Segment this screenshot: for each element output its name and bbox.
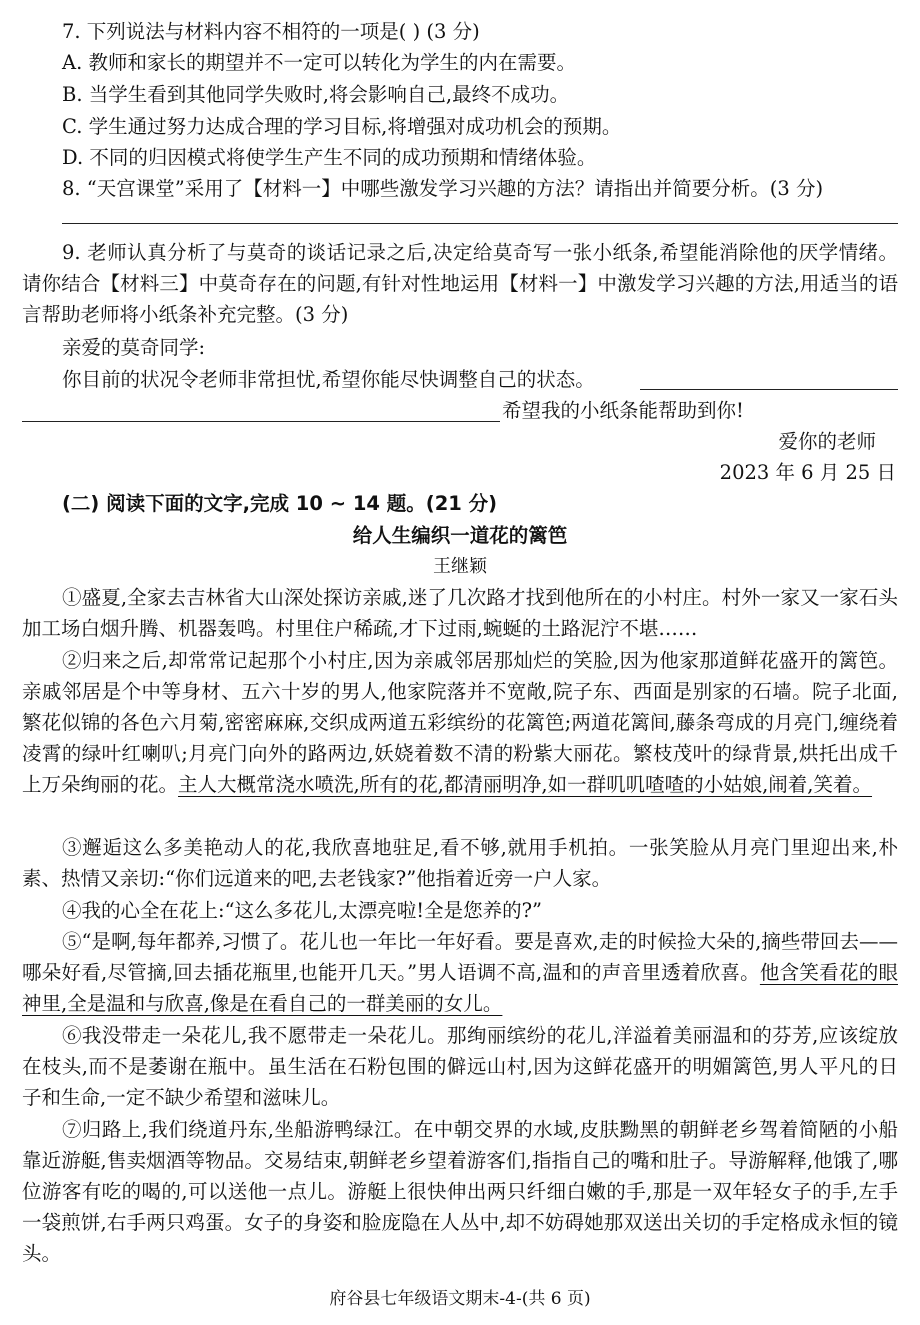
q9-note-line1: 你目前的状况令老师非常担忧,希望你能尽快调整自己的状态。: [62, 368, 595, 391]
q7-option-d: D. 不同的归因模式将使学生产生不同的成功预期和情绪体验。: [62, 146, 597, 169]
paragraph-2: [22, 645, 898, 800]
paragraph-7: ⑦归路上,我们绕道丹东,坐船游鸭绿江。在中朝交界的水域,皮肤黝黑的朝鲜老乡驾着简陋的小船靠近游艇,售卖烟酒等物品。交易结束,朝鲜老乡望着游客们,指指自己的嘴和肚子。导游解释,他饿了,哪位游客有吃的喝的,可以送他一点儿。游艇上很快伸出两只纤细白嫩的手,那是一双年轻女子的手,左手一袋煎饼,右手两只鸡蛋。女子的身姿和脸庞隐在人丛中,却不妨碍她那双送出关切的手定格成永恒的镜头。: [22, 1118, 898, 1265]
q9-greeting: 亲爱的莫奇同学:: [62, 336, 206, 359]
paragraph-6: ⑥我没带走一朵花儿,我不愿带走一朵花儿。那绚丽缤纷的花儿,洋溢着美丽温和的芬芳,应该绽放在枝头,而不是萎谢在瓶中。虽生活在石粉包围的僻远山村,因为这鲜花盛开的明媚篱笆,男人平凡的日子和生命,一定不缺少希望和滋味儿。: [22, 1024, 898, 1109]
q8-answer-line[interactable]: [62, 223, 898, 224]
article-title: 给人生编织一道花的篱笆: [352, 524, 568, 547]
q7-option-c: C. 学生通过努力达成合理的学习目标,将增强对成功机会的预期。: [62, 115, 622, 138]
q7-stem: 7. 下列说法与材料内容不相符的一项是( ) (3 分): [62, 20, 480, 43]
page-footer: 府谷县七年级语文期末-4-(共 6 页): [329, 1289, 591, 1309]
q9-answer-line-2[interactable]: [22, 421, 500, 422]
q9-signature: 爱你的老师: [778, 430, 876, 453]
paragraph-2-underlined: 主人大概常浇水喷洗,所有的花,都清丽明净,如一群叽叽喳喳的小姑娘,闹着,笑着。: [178, 773, 873, 796]
q9-stem: 9. 老师认真分析了与莫奇的谈话记录之后,决定给莫奇写一张小纸条,希望能消除他的厌学情绪。请你结合【材料三】中莫奇存在的问题,有针对性地运用【材料一】中激发学习兴趣的方法,用适当的语言帮助老师将小纸条补充完整。(3 分): [22, 241, 898, 326]
q7-option-b: B. 当学生看到其他同学失败时,将会影响自己,最终不成功。: [62, 83, 570, 106]
section-heading: (二) 阅读下面的文字,完成 10 ~ 14 题。(21 分): [62, 492, 498, 515]
paragraph-5-underlined: 他含笑看花的眼神里,全是温和与欣喜,像是在看自己的一群美丽的女儿。: [22, 961, 898, 1015]
q9-answer-line-1[interactable]: [640, 389, 898, 390]
paragraph-5: [22, 926, 898, 1019]
paragraph-2-text: ②归来之后,却常常记起那个小村庄,因为亲戚邻居那灿烂的笑脸,因为他家那道鲜花盛开的篱笆。亲戚邻居是个中等身材、五六十岁的男人,他家院落并不宽敞,院子东、西面是别家的石墙。院子北面,繁花似锦的各色六月菊,密密麻麻,交织成两道五彩缤纷的花篱笆;两道花篱间,藤条弯成的月亮门,缠绕着凌霄的绿叶红喇叭;月亮门向外的路两边,妖娆着数不清的粉紫大丽花。繁枝茂叶的绿背景,烘托出成千上万朵绚丽的花。: [22, 649, 898, 796]
q9-date: 2023 年 6 月 25 日: [719, 461, 896, 484]
paragraph-1: ①盛夏,全家去吉林省大山深处探访亲戚,迷了几次路才找到他所在的小村庄。村外一家又一家石头加工场白烟升腾、机器轰鸣。村里住户稀疏,才下过雨,蜿蜒的土路泥泞不堪……: [22, 586, 898, 640]
paragraph-5-text: ⑤“是啊,每年都养,习惯了。花儿也一年比一年好看。要是喜欢,走的时候捡大朵的,摘些带回去——哪朵好看,尽管摘,回去插花瓶里,也能开几天。”男人语调不高,温和的声音里透着欣喜。: [22, 930, 898, 984]
q9-note-line2: 希望我的小纸条能帮助到你!: [502, 399, 744, 422]
paragraph-4: ④我的心全在花上:“这么多花儿,太漂亮啦!全是您养的?”: [62, 899, 542, 922]
article-author: 王继颖: [433, 556, 487, 577]
paragraph-3: ③邂逅这么多美艳动人的花,我欣喜地驻足,看不够,就用手机拍。一张笑脸从月亮门里迎出来,朴素、热情又亲切:“你们远道来的吧,去老钱家?”他指着近旁一户人家。: [22, 836, 898, 890]
q8-stem: 8. “天宫课堂”采用了【材料一】中哪些激发学习兴趣的方法？请指出并简要分析。(3 分): [62, 177, 824, 200]
q7-option-a: A. 教师和家长的期望并不一定可以转化为学生的内在需要。: [62, 51, 576, 74]
